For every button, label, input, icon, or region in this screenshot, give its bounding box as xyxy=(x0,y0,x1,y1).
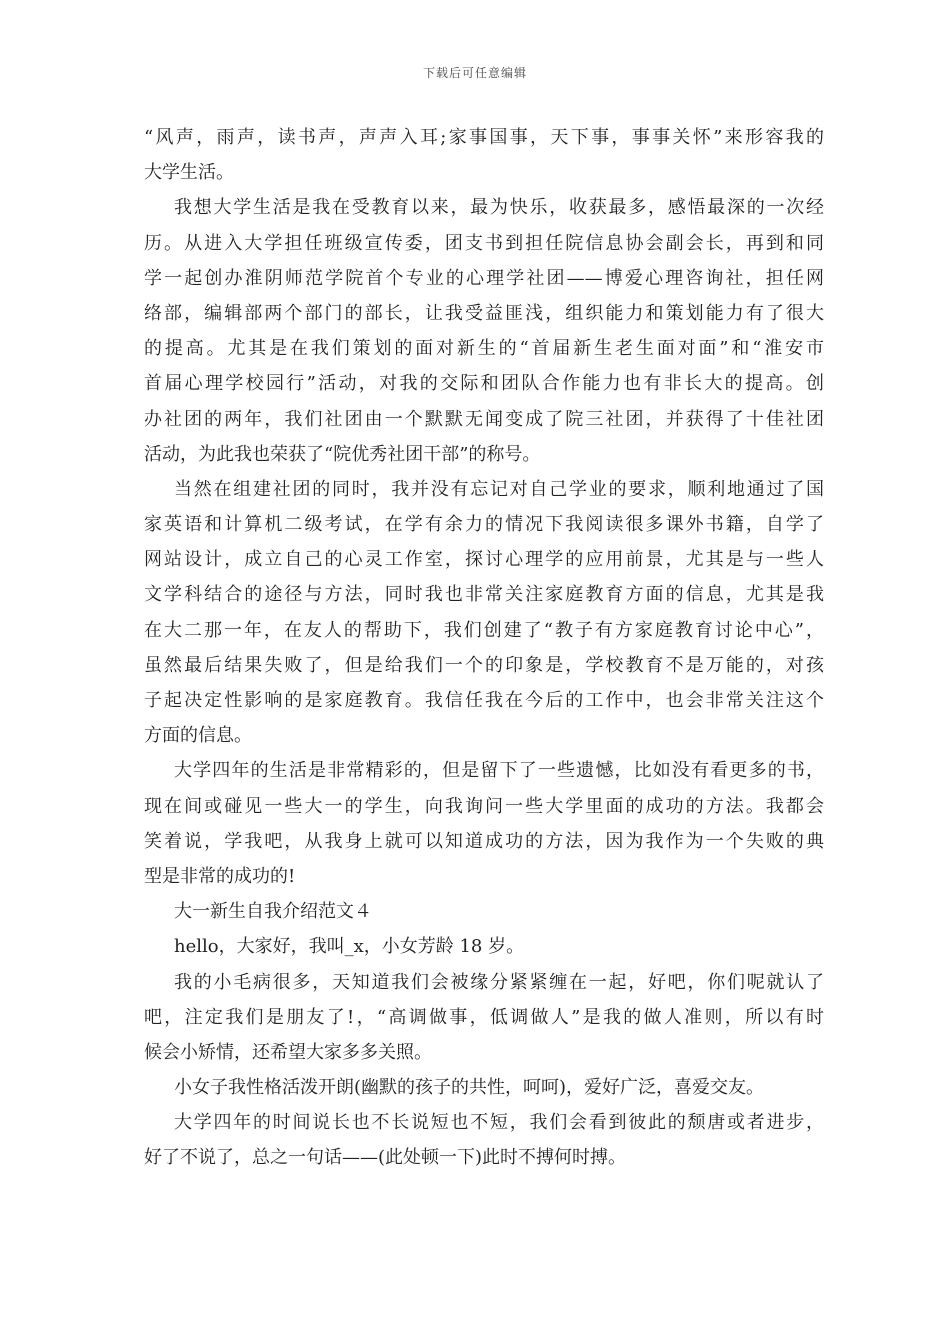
text-line: 网站设计，成立自己的心灵工作室，探讨心理学的应用前景，尤其是与一些人 xyxy=(144,549,824,571)
text-line: 活动，为此我也荣获了“院优秀社团干部”的称号。 xyxy=(144,443,541,465)
text-line: 大学四年的生活是非常精彩的，但是留下了一些遗憾，比如没有看更多的书， xyxy=(174,760,824,782)
text-line: 子起决定性影响的是家庭教育。我信任我在今后的工作中，也会非常关注这个 xyxy=(144,690,824,711)
text-line: 现在间或碰见一些大一的学生，向我询问一些大学里面的成功的方法。我都会 xyxy=(144,795,824,817)
text-line: 我的小毛病很多，天知道我们会被缘分紧紧缠在一起，好吧，你们呢就认了 xyxy=(174,971,824,993)
text-line: 型是非常的成功的! xyxy=(144,865,296,887)
text-line: 首届心理学校园行”活动，对我的交际和团队合作能力也有非长大的提高。创 xyxy=(144,373,824,395)
text-line: 方面的信息。 xyxy=(144,725,252,747)
text-line: 我想大学生活是我在受教育以来，最为快乐，收获最多，感悟最深的一次经 xyxy=(174,197,824,219)
text-line: 好了不说了，总之一句话——(此处顿一下)此时不搏何时搏。 xyxy=(144,1147,627,1169)
text-line: 学一起创办淮阴师范学院首个专业的心理学社团——博爱心理咨询社，担任网 xyxy=(144,267,824,289)
text-line: 的提高。尤其是在我们策划的面对新生的“首届新生老生面对面”和“淮安市 xyxy=(144,338,824,360)
text-line: 大一新生自我介绍范文４ xyxy=(174,901,372,923)
text-line: 候会小矫情，还希望大家多多关照。 xyxy=(144,1041,432,1063)
text-line: 办社团的两年，我们社团由一个默默无闻变成了院三社团，并获得了十佳社团 xyxy=(144,408,824,430)
text-line: 历。从进入大学担任班级宣传委，团支书到担任院信息协会副会长，再到和同 xyxy=(144,232,824,254)
text-line: 小女子我性格活泼开朗(幽默的孩子的共性，呵呵)，爱好广泛，喜爱交友。 xyxy=(174,1077,765,1099)
text-line: 当然在组建社团的同时，我并没有忘记对自己学业的要求，顺利地通过了国 xyxy=(174,478,824,500)
page-header-note: 下载后可任意编辑 xyxy=(422,66,527,80)
text-line: 大学四年的时间说长也不长说短也不短，我们会看到彼此的颓唐或者进步， xyxy=(174,1112,824,1134)
text-line: 虽然最后结果失败了，但是给我们一个的印象是，学校教育不是万能的，对孩 xyxy=(144,654,824,676)
text-line: 笑着说，学我吧，从我身上就可以知道成功的方法，因为我作为一个失败的典 xyxy=(144,830,824,852)
text-line: “风声，雨声，读书声，声声入耳;家事国事，天下事，事事关怀”来形容我的 xyxy=(144,127,824,148)
text-line: 络部，编辑部两个部门的部长，让我受益匪浅，组织能力和策划能力有了很大 xyxy=(144,302,824,324)
text-line: 吧，注定我们是朋友了!，“高调做事，低调做人”是我的做人准则，所以有时 xyxy=(144,1006,824,1028)
text-line: hello，大家好，我叫_x，小女芳龄 18 岁。 xyxy=(174,936,525,958)
text-line: 大学生活。 xyxy=(144,162,234,184)
document-body xyxy=(144,120,824,1176)
text-line: 文学科结合的途径与方法，同时我也非常关注家庭教育方面的信息，尤其是我 xyxy=(144,584,824,606)
text-line: 在大二那一年，在友人的帮助下，我们创建了“教子有方家庭教育讨论中心”， xyxy=(144,619,824,641)
text-line: 家英语和计算机二级考试，在学有余力的情况下我阅读很多课外书籍，自学了 xyxy=(144,514,824,536)
